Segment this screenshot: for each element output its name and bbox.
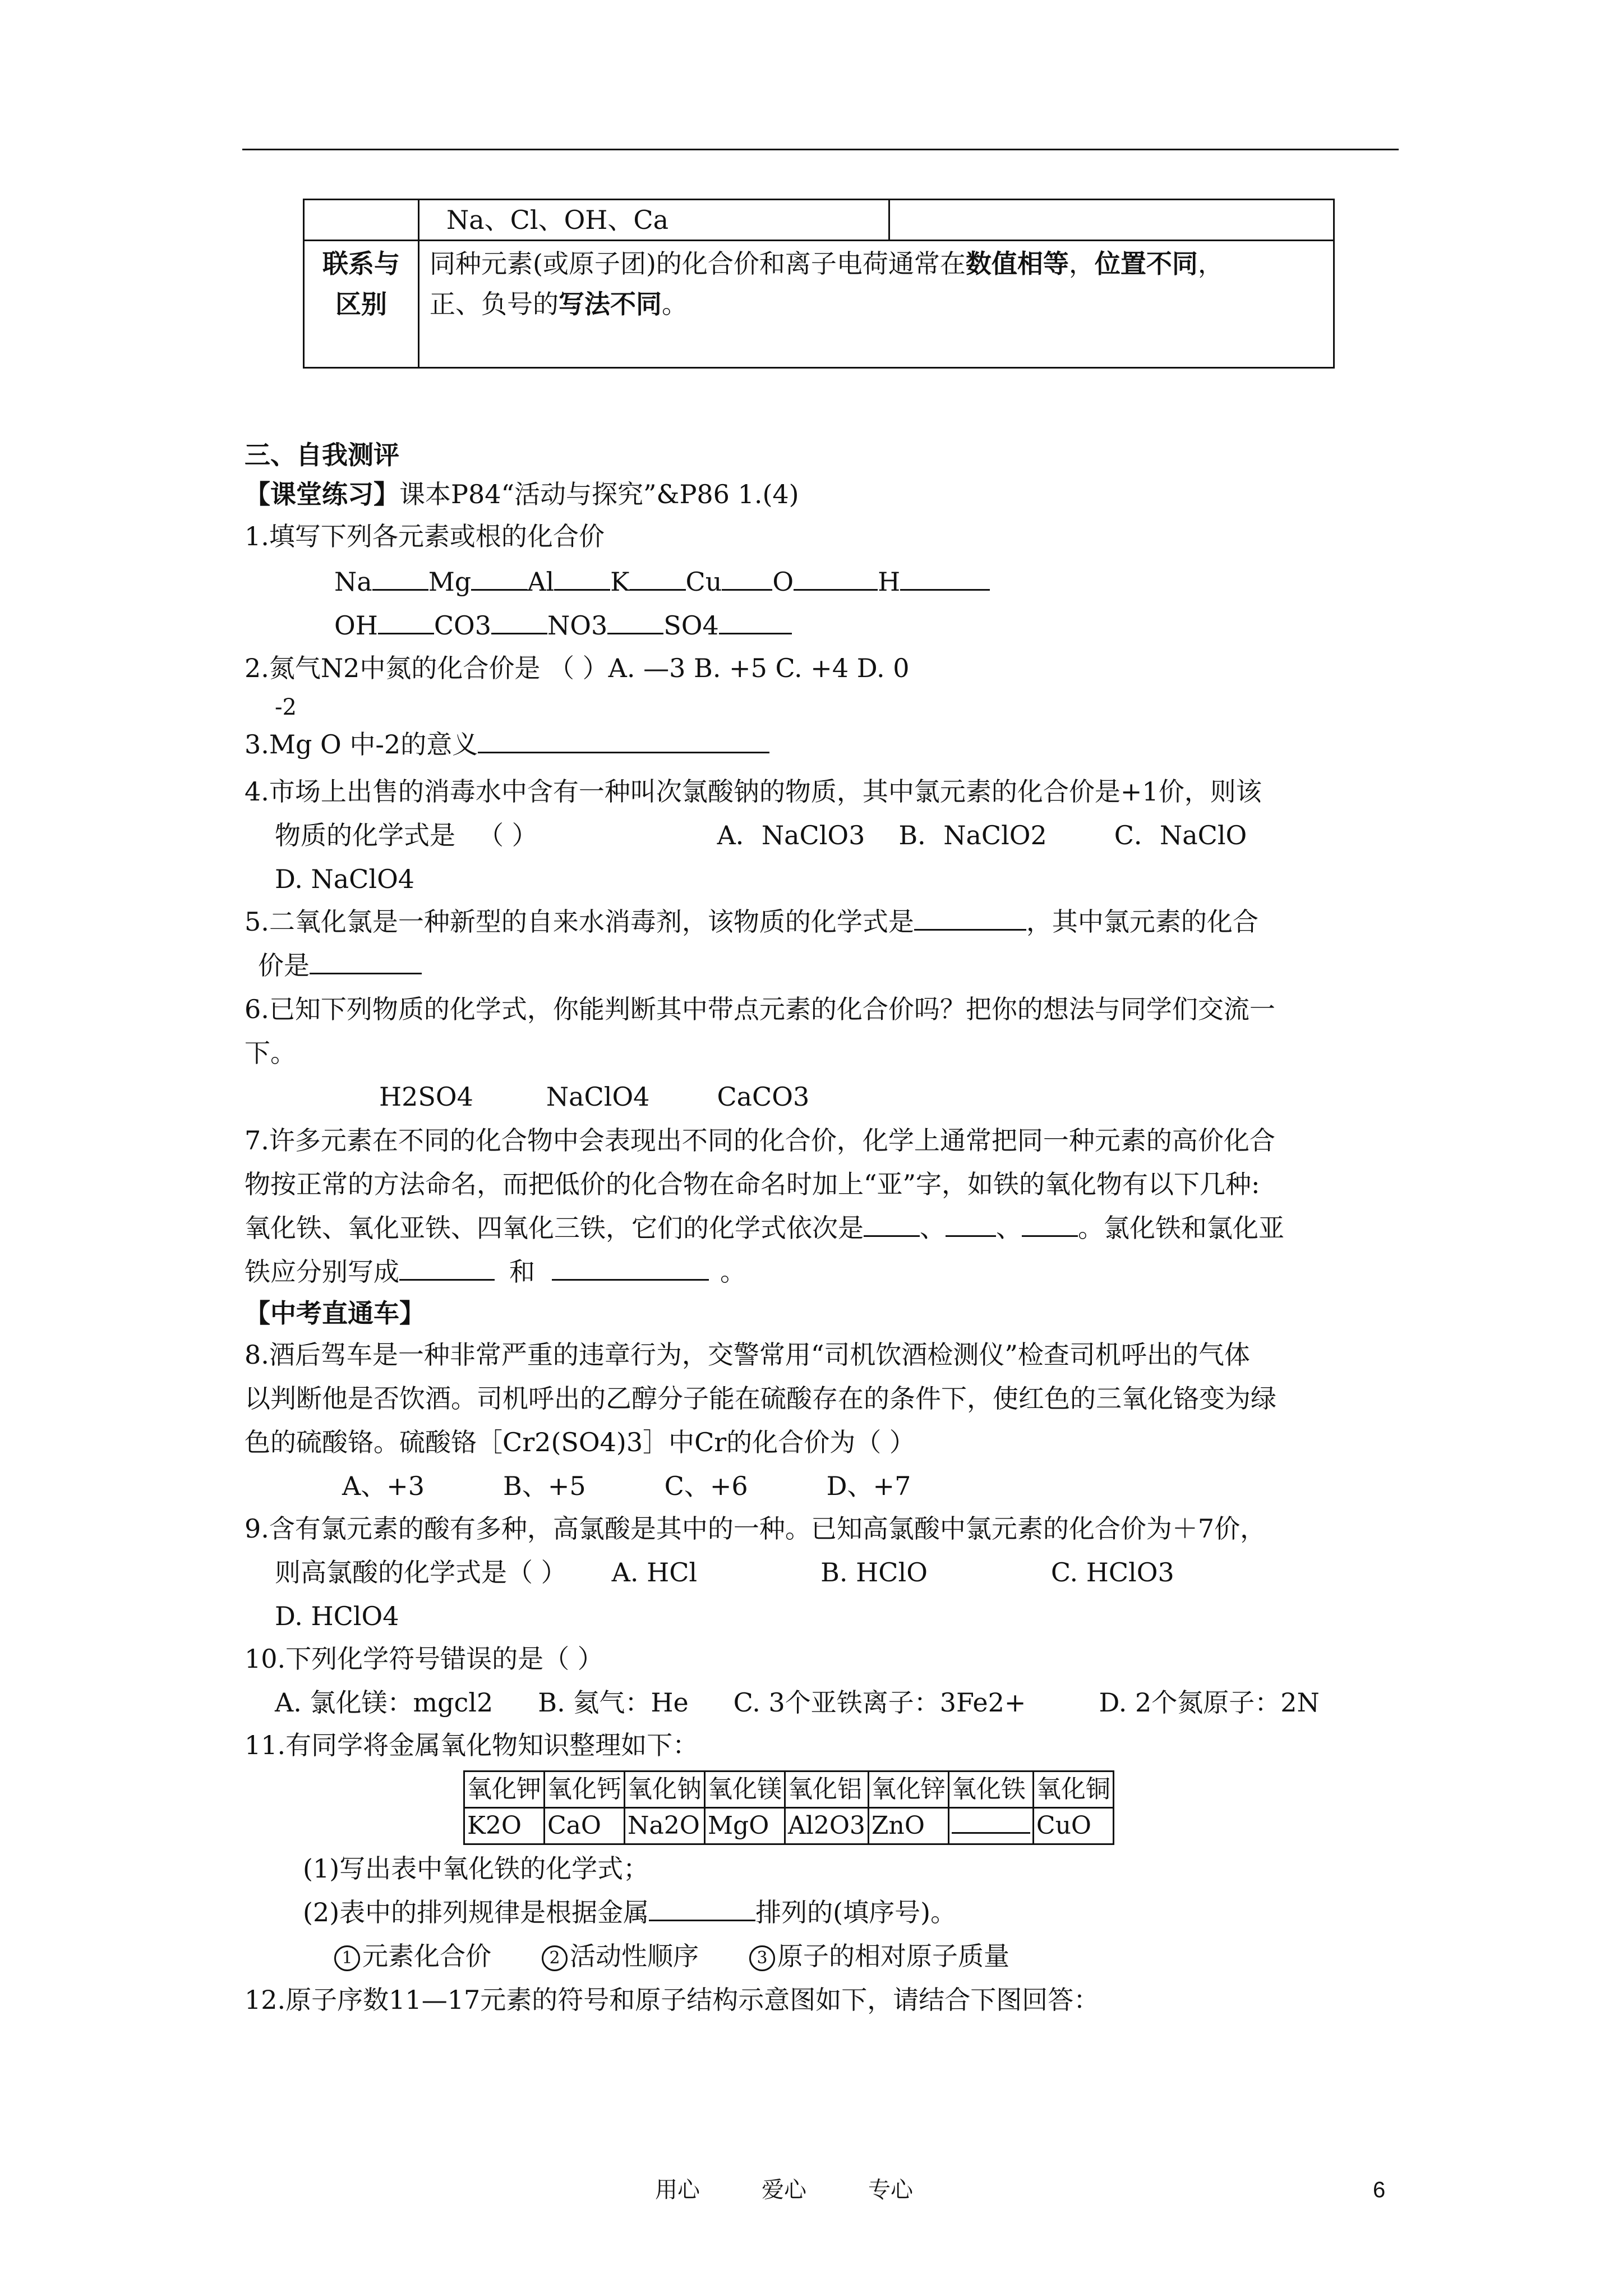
q5-text-a: 5.二氧化氯是一种新型的自来水消毒剂，该物质的化学式是 [245,907,914,937]
oxide-formula: CaO [545,1808,625,1844]
q4-paren[interactable]: （ ） [478,820,538,850]
choice-text: 原子的相对原子质量 [777,1941,1009,1971]
choice-number: 2 [542,1945,568,1971]
q1-symbol: H [878,567,901,597]
oxide-formula: Na2O [625,1808,705,1844]
q2-options: A. —3 B. +5 C. +4 D. 0 [608,653,910,683]
q6-formulas [379,1079,809,1114]
q3-superscript: -2 [275,694,297,720]
oxide-formula: Al2O3 [785,1808,869,1844]
q11-sub1: (1)写出表中氧化铁的化学式； [303,1853,649,1884]
top-table [303,199,1335,369]
q11-sub2-b: 排列的(填序号)。 [755,1897,957,1927]
q6-line1: 6.已知下列物质的化学式，你能判断其中带点元素的化合价吗？把你的想法与同学们交流一 [245,994,1275,1024]
header-rule [242,149,1399,150]
q1-symbol: K [610,567,630,597]
q7-line2: 物按正常的方法命名，而把低价的化合物在命名时加上“亚”字，如铁的氧化物有以下几种: [245,1169,1260,1199]
q1-symbol: O [772,567,794,597]
q8-option: D、+7 [826,1471,911,1501]
answer-blank[interactable] [900,564,990,591]
q2-line [245,651,909,685]
footer-word: 爱心 [762,2177,806,2203]
answer-blank[interactable] [399,1254,495,1281]
q8-options [342,1469,911,1503]
q9-option-a: A. HCl [611,1557,698,1588]
q3-line [245,727,769,762]
relation-bold-3: 写法不同 [559,289,662,319]
oxide-formula: MgO [705,1808,785,1844]
relation-bold-1: 数值相等 [965,249,1069,279]
oxide-name: 氧化铝 [785,1772,869,1808]
q1-radical: CO3 [434,610,492,641]
q8-line3: 色的硫酸铬。硫酸铬［Cr2(SO4)3］中Cr的化合价为（ ） [245,1427,915,1457]
q10-option-d: D. 2个氮原子：2N [1099,1687,1320,1718]
relation-bold-2: 位置不同 [1094,249,1198,279]
q11-sub2-a: (2)表中的排列规律是根据金属 [303,1897,649,1927]
q1-radical: NO3 [547,610,608,641]
q10-option-c: C. 3个亚铁离子：3Fe2+ [733,1687,1026,1718]
answer-blank[interactable] [378,608,434,634]
q8-line2: 以判断他是否饮酒。司机呼出的乙醇分子能在硫酸存在的条件下，使红色的三氧化铬变为绿 [245,1383,1276,1414]
q5-line1 [245,904,1258,939]
table-row [304,200,1334,241]
answer-blank[interactable] [630,564,686,591]
relation-text-f: 正、负号的 [430,289,559,319]
q7-text-a: 氧化铁、氧化亚铁、四氧化三铁，它们的化学式依次是 [245,1213,864,1243]
class-practice-text: 课本P84“活动与探究”&P86 1.(4) [399,479,799,509]
ion-list: Na、Cl、OH、Ca [446,205,669,235]
answer-blank[interactable] [471,564,527,591]
answer-blank[interactable] [1022,1211,1078,1237]
q10-options [275,1685,1320,1720]
q1-symbol: Mg [428,567,472,597]
oxide-formula: CuO [1033,1808,1113,1844]
q7-sep: 、 [920,1213,946,1243]
answer-blank[interactable] [372,564,428,591]
q7-sep: 、 [996,1213,1022,1243]
q12-stem: 12.原子序数11—17元素的符号和原子结构示意图如下，请结合下图回答： [245,1985,1100,2015]
q1-row1 [334,564,990,599]
table-row-label: 联系与区别 [304,241,419,368]
q9-option-c: C. HClO3 [1050,1557,1174,1588]
oxide-name: 氧化镁 [705,1772,785,1808]
footer-word: 专心 [868,2177,913,2203]
q1-row2 [334,608,792,643]
q6-line2: 下。 [245,1038,296,1068]
table-row [464,1808,1114,1844]
answer-blank[interactable] [491,608,547,634]
q4-line2 [275,818,1247,853]
q11-stem: 11.有同学将金属氧化物知识整理如下： [245,1730,699,1760]
relation-period: 。 [662,289,688,319]
q7-line4 [245,1254,746,1289]
q10-option-b: B. 氦气：He [538,1687,689,1718]
q1-stem: 1.填写下列各元素或根的化合价 [245,521,605,551]
oxide-table [463,1770,1114,1845]
q1-symbol: Na [334,567,372,597]
q4-option-c: C．NaClO [1114,820,1247,850]
oxide-formula: ZnO [868,1808,948,1844]
table-cell [889,200,1334,241]
answer-blank[interactable] [649,1895,755,1921]
oxide-name: 氧化钠 [625,1772,705,1808]
formula: H2SO4 [379,1082,473,1112]
oxide-name: 氧化钾 [464,1772,545,1808]
q4-option-a: A．NaClO3 [717,820,865,850]
q9-line2 [275,1555,1174,1590]
footer-word: 用心 [655,2177,700,2203]
q11-sub2 [303,1895,956,1930]
q2-paren[interactable]: （ ） [548,653,608,683]
q9-option-b: B. HClO [820,1557,928,1588]
relation-comma-1: ， [1068,249,1095,279]
choice-number: 1 [334,1945,360,1971]
q5-text-b: ，其中氯元素的化合 [1026,907,1258,937]
q3-stem: 3.Mg O 中-2的意义 [245,729,478,760]
answer-blank[interactable] [914,904,1026,931]
answer-blank[interactable] [794,564,878,591]
oxide-name: 氧化铜 [1033,1772,1113,1808]
table-cell [304,200,419,241]
q8-option: A、+3 [342,1471,425,1501]
answer-blank[interactable] [554,564,610,591]
choice-number: 3 [749,1945,775,1971]
table-row [464,1772,1114,1808]
table-cell [419,200,889,241]
exam-tag: 【中考直通车】 [245,1298,425,1328]
q10-stem: 10.下列化学符号错误的是（ ） [245,1644,603,1674]
q4-option-d: D. NaClO4 [275,864,415,894]
q7-line1: 7.许多元素在不同的化合物中会表现出不同的化合价，化学上通常把同一种元素的高价化合 [245,1125,1275,1156]
oxide-name: 氧化铁 [948,1772,1033,1808]
section-title: 三、自我测评 [245,440,399,470]
answer-blank[interactable] [722,564,772,591]
q7-text-d: 和 [509,1257,535,1287]
answer-blank[interactable] [478,727,769,753]
q7-text-e: 。 [720,1257,746,1287]
oxide-name: 氧化钙 [545,1772,625,1808]
relation-comma-2: ， [1197,249,1224,279]
formula: NaClO4 [546,1082,650,1112]
q1-symbol: Cu [685,567,722,597]
answer-blank[interactable] [607,608,663,634]
answer-blank[interactable] [946,1211,996,1237]
q10-option-a: A. 氯化镁：mgcl2 [275,1687,494,1718]
footer-motto [655,2174,913,2206]
relation-text-a: 同种元素(或原子团)的化合价和离子电荷通常在 [430,249,966,279]
q8-option: B、+5 [503,1471,586,1501]
class-practice-tag: 【课堂练习】 [245,479,399,509]
answer-blank[interactable] [864,1211,920,1237]
class-practice-line [245,477,799,512]
q7-text-c: 铁应分别写成 [245,1257,399,1287]
q1-radical: SO4 [663,610,719,641]
q9-line1: 9.含有氯元素的酸有多种，高氯酸是其中的一种。已知高氯酸中氯元素的化合价为＋7价， [245,1513,1266,1544]
page-number: 6 [1373,2178,1386,2202]
formula: CaCO3 [717,1082,810,1112]
q8-option: C、+6 [664,1471,748,1501]
answer-blank[interactable] [552,1254,709,1281]
q9-stem: 则高氯酸的化学式是（ ） [275,1557,567,1588]
relation-text [419,241,1334,368]
answer-blank[interactable] [310,948,422,974]
q4-option-b: B．NaClO2 [898,820,1047,850]
q4-line1: 4.市场上出售的消毒水中含有一种叫次氯酸钠的物质，其中氯元素的化合价是+1价，则该 [245,776,1262,807]
choice-text: 元素化合价 [362,1941,491,1971]
q7-text-b: 。氯化铁和氯化亚 [1078,1213,1284,1243]
q1-symbol: Al [527,567,555,597]
q1-radical: OH [334,610,378,641]
q7-line3 [245,1211,1284,1245]
answer-blank[interactable] [719,608,792,634]
q5-text-c: 价是 [258,950,310,981]
iron-oxide-blank[interactable] [948,1808,1033,1844]
q9-option-d: D. HClO4 [275,1601,399,1631]
q4-stem: 物质的化学式是 [275,820,455,850]
choice-text: 活动性顺序 [570,1941,699,1971]
q8-line1: 8.酒后驾车是一种非常严重的违章行为，交警常用“司机饮酒检测仪”检查司机呼出的气体 [245,1340,1250,1370]
oxide-name: 氧化锌 [868,1772,948,1808]
oxide-formula: K2O [464,1808,545,1844]
q11-choices [334,1939,1009,1973]
q2-stem: 2.氮气N2中氮的化合价是 [245,653,541,683]
table-row [304,241,1334,368]
q5-line2 [258,948,422,983]
